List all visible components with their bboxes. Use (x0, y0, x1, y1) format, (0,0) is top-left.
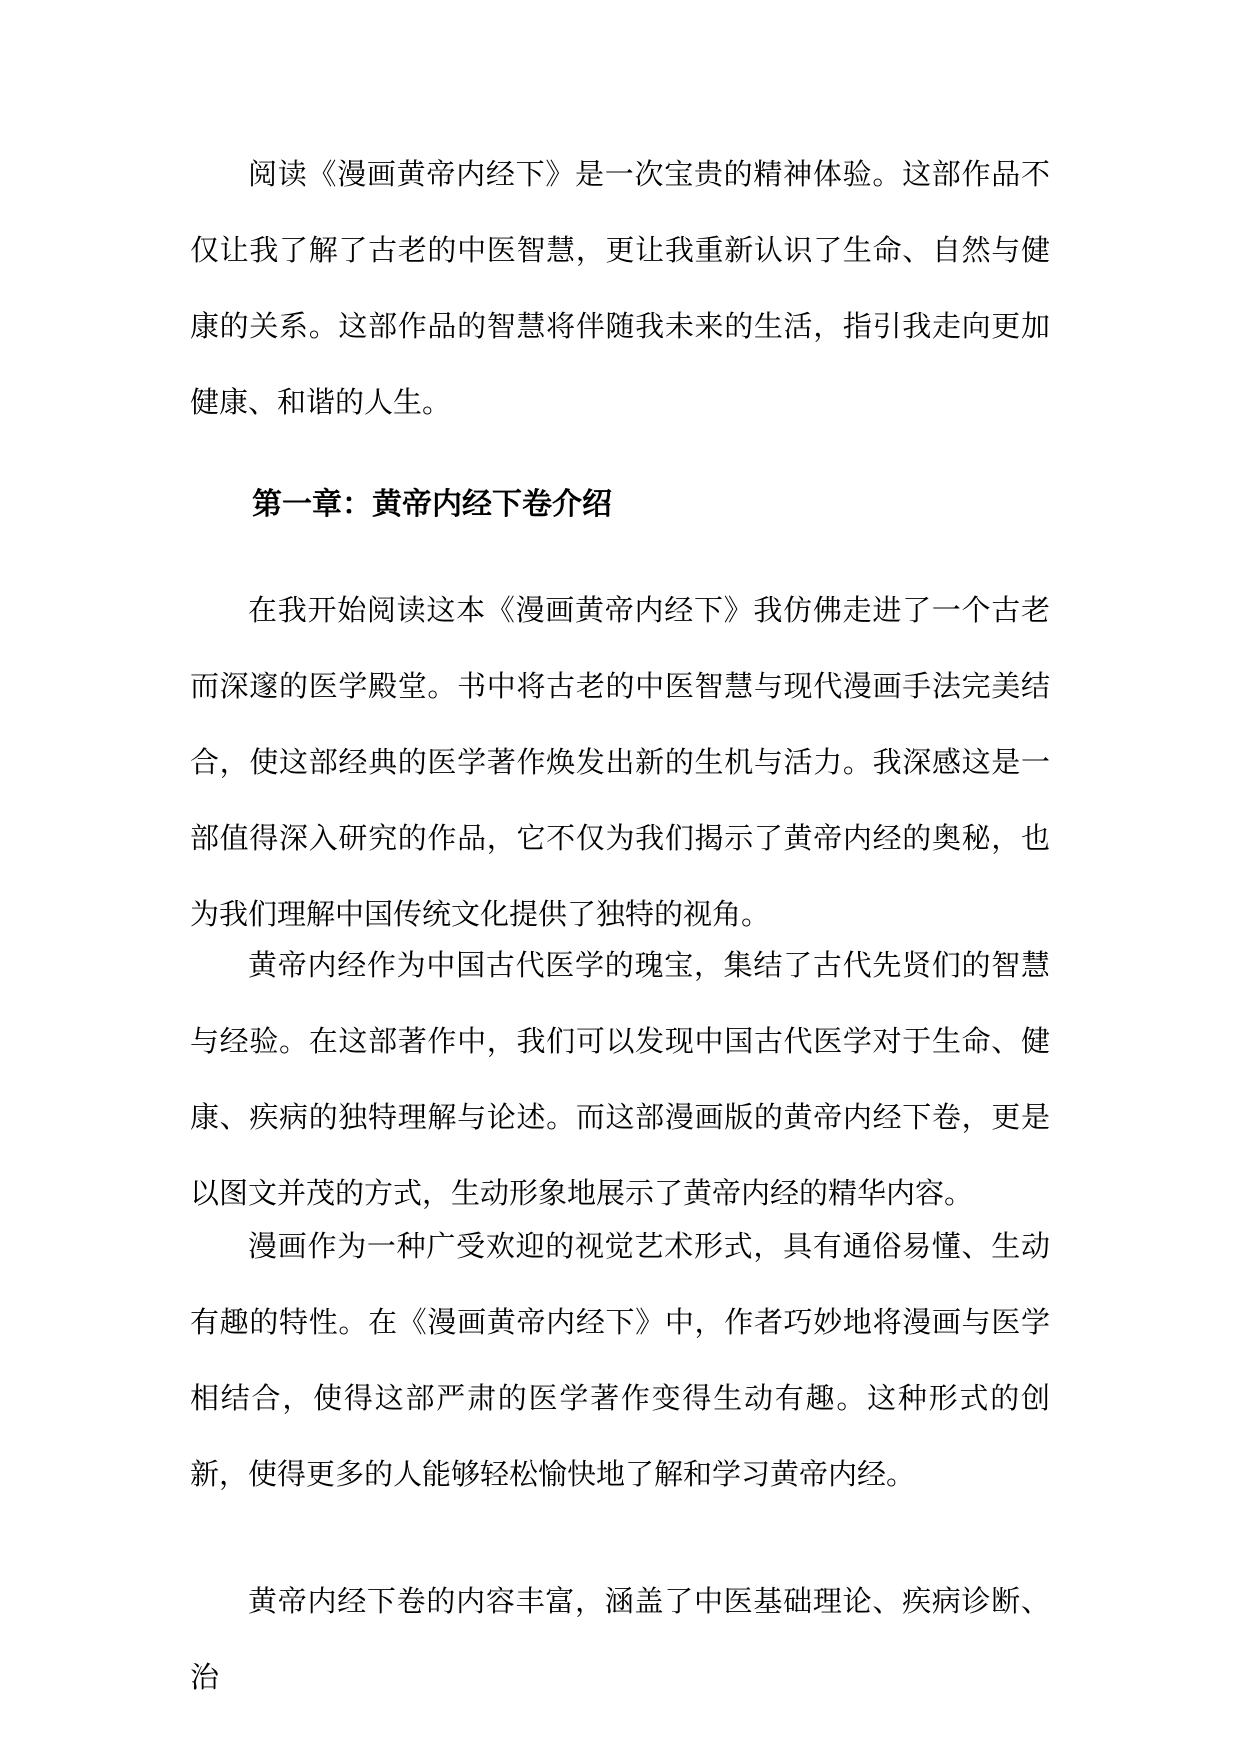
chapter-paragraph-3: 漫画作为一种广受欢迎的视觉艺术形式，具有通俗易懂、生动有趣的特性。在《漫画黄帝内经下》中，作者巧妙地将漫画与医学相结合，使得这部严肃的医学著作变得生动有趣。这种形式的创新，使得更多的人能够轻松愉快地了解和学习黄帝内经。 (190, 1229, 1050, 1491)
chapter-paragraph-4: 黄帝内经下卷的内容丰富，涵盖了中医基础理论、疾病诊断、治 (190, 1584, 1050, 1694)
chapter-paragraph-2: 黄帝内经作为中国古代医学的瑰宝，集结了古代先贤们的智慧与经验。在这部著作中，我们可以发现中国古代医学对于生命、健康、疾病的独特理解与论述。而这部漫画版的黄帝内经下卷，更是以图文并茂的方式，生动形象地展示了黄帝内经的精华内容。 (190, 948, 1050, 1210)
intro-paragraph: 阅读《漫画黄帝内经下》是一次宝贵的精神体验。这部作品不仅让我了解了古老的中医智慧，更让我重新认识了生命、自然与健康的关系。这部作品的智慧将伴随我未来的生活，指引我走向更加健康、和谐的人生。 (190, 157, 1050, 419)
chapter-paragraph-1: 在我开始阅读这本《漫画黄帝内经下》我仿佛走进了一个古老而深邃的医学殿堂。书中将古老的中医智慧与现代漫画手法完美结合，使这部经典的医学著作焕发出新的生机与活力。我深感这是一部值得深入研究的作品，它不仅为我们揭示了黄帝内经的奥秘，也为我们理解中国传统文化提供了独特的视角。 (190, 593, 1050, 931)
chapter-heading: 第一章：黄帝内经下卷介绍 (252, 487, 612, 522)
